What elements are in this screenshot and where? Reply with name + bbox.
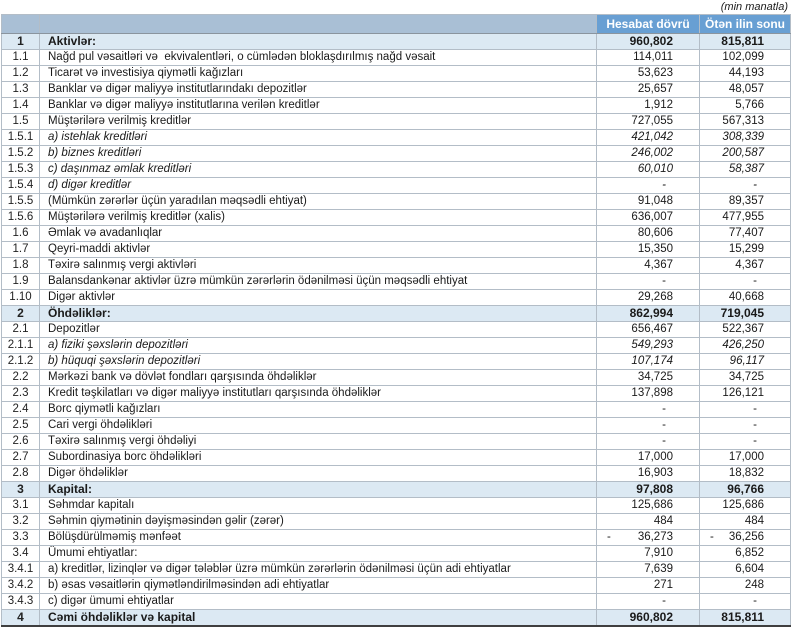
row-value-previous: 567,313 bbox=[700, 114, 791, 130]
row-number: 1.7 bbox=[2, 242, 40, 258]
row-number: 2.5 bbox=[2, 418, 40, 434]
row-value-current: 125,686 bbox=[597, 498, 700, 514]
row-value-current: 97,808 bbox=[597, 482, 700, 498]
row-number: 2.1.1 bbox=[2, 338, 40, 354]
table-row bbox=[2, 514, 791, 530]
row-label: b) biznes kreditləri bbox=[40, 146, 597, 162]
row-value-current: 4,367 bbox=[597, 258, 700, 274]
row-label: Cəmi öhdəliklər və kapital bbox=[40, 610, 597, 627]
row-value-current: - bbox=[597, 434, 700, 450]
row-value-current: - bbox=[597, 594, 700, 610]
row-number: 1.1 bbox=[2, 50, 40, 66]
table-row bbox=[2, 402, 791, 418]
row-value-previous: 89,357 bbox=[700, 194, 791, 210]
table-row bbox=[2, 578, 791, 594]
row-number: 1.5.6 bbox=[2, 210, 40, 226]
row-label: Nağd pul vəsaitləri və ekvivalentləri, o cümlədən bloklaşdırılmış nağd vəsait bbox=[40, 50, 597, 66]
row-value-current: 16,903 bbox=[597, 466, 700, 482]
table-row bbox=[2, 562, 791, 578]
row-number: 2.1 bbox=[2, 322, 40, 338]
row-number: 3.4 bbox=[2, 546, 40, 562]
row-number: 1.5 bbox=[2, 114, 40, 130]
row-value-current: - 36,273 bbox=[597, 530, 700, 546]
row-number: 2.8 bbox=[2, 466, 40, 482]
row-value-current: 7,639 bbox=[597, 562, 700, 578]
row-value-current: 107,174 bbox=[597, 354, 700, 370]
row-value-current: 421,042 bbox=[597, 130, 700, 146]
table-row bbox=[2, 82, 791, 98]
table-row bbox=[2, 450, 791, 466]
row-value-previous: 48,057 bbox=[700, 82, 791, 98]
header-current-period: Hesabat dövrü bbox=[597, 15, 700, 34]
row-value-current: 727,055 bbox=[597, 114, 700, 130]
table-row bbox=[2, 98, 791, 114]
row-value-current: 960,802 bbox=[597, 34, 700, 50]
row-number: 3.4.3 bbox=[2, 594, 40, 610]
table-row bbox=[2, 210, 791, 226]
row-value-previous: 125,686 bbox=[700, 498, 791, 514]
row-label: Təxirə salınmış vergi öhdəliyi bbox=[40, 434, 597, 450]
row-label: Müştərilərə verilmiş kreditlər (xalis) bbox=[40, 210, 597, 226]
row-number: 1.5.5 bbox=[2, 194, 40, 210]
row-value-current: 1,912 bbox=[597, 98, 700, 114]
row-label: Subordinasiya borc öhdəlikləri bbox=[40, 450, 597, 466]
row-number: 1.6 bbox=[2, 226, 40, 242]
row-label: c) digər ümumi ehtiyatlar bbox=[40, 594, 597, 610]
table-row bbox=[2, 466, 791, 482]
row-value-current: - bbox=[597, 402, 700, 418]
table-row bbox=[2, 530, 791, 546]
row-value-current: 114,011 bbox=[597, 50, 700, 66]
row-value-current: 656,467 bbox=[597, 322, 700, 338]
row-number: 1.9 bbox=[2, 274, 40, 290]
table-row bbox=[2, 418, 791, 434]
row-value-previous: 477,955 bbox=[700, 210, 791, 226]
row-value-previous: - bbox=[700, 434, 791, 450]
row-label: Banklar və digər maliyyə institutlarındakı depozitlər bbox=[40, 82, 597, 98]
row-label: a) fiziki şəxslərin depozitləri bbox=[40, 338, 597, 354]
row-label: c) daşınmaz əmlak kreditləri bbox=[40, 162, 597, 178]
row-label: Digər öhdəliklər bbox=[40, 466, 597, 482]
row-value-current: 29,268 bbox=[597, 290, 700, 306]
row-value-current: 25,657 bbox=[597, 82, 700, 98]
row-label: Mərkəzi bank və dövlət fondları qarşısında öhdəliklər bbox=[40, 370, 597, 386]
table-row bbox=[2, 354, 791, 370]
row-value-previous: 6,852 bbox=[700, 546, 791, 562]
table-row bbox=[2, 34, 791, 50]
row-value-previous: - bbox=[700, 274, 791, 290]
row-number: 1.4 bbox=[2, 98, 40, 114]
row-label: a) istehlak kreditləri bbox=[40, 130, 597, 146]
row-value-previous: 96,117 bbox=[700, 354, 791, 370]
row-number: 1.5.2 bbox=[2, 146, 40, 162]
table-row bbox=[2, 226, 791, 242]
row-label: b) hüquqi şəxslərin depozitləri bbox=[40, 354, 597, 370]
table-row bbox=[2, 306, 791, 322]
table-row bbox=[2, 242, 791, 258]
table-row bbox=[2, 194, 791, 210]
row-label: d) digər kreditlər bbox=[40, 178, 597, 194]
row-value-current: 60,010 bbox=[597, 162, 700, 178]
row-label: b) əsas vəsaitlərin qiymətləndirilməsindən adi ehtiyatlar bbox=[40, 578, 597, 594]
row-number: 1.5.1 bbox=[2, 130, 40, 146]
row-value-previous: 815,811 bbox=[700, 34, 791, 50]
table-row bbox=[2, 482, 791, 498]
row-label: Əmlak və avadanlıqlar bbox=[40, 226, 597, 242]
table-row bbox=[2, 130, 791, 146]
table-body bbox=[2, 34, 791, 627]
header-previous-period: Ötən ilin sonu bbox=[700, 15, 791, 34]
row-value-previous: - bbox=[700, 594, 791, 610]
row-number: 3.4.1 bbox=[2, 562, 40, 578]
row-label: Depozitlər bbox=[40, 322, 597, 338]
table-row bbox=[2, 594, 791, 610]
row-value-previous: 719,045 bbox=[700, 306, 791, 322]
table-row bbox=[2, 498, 791, 514]
row-value-previous: 4,367 bbox=[700, 258, 791, 274]
row-number: 3.1 bbox=[2, 498, 40, 514]
table-row bbox=[2, 386, 791, 402]
row-value-current: 7,910 bbox=[597, 546, 700, 562]
row-value-current: 484 bbox=[597, 514, 700, 530]
row-value-previous: 200,587 bbox=[700, 146, 791, 162]
table-header-row bbox=[2, 15, 791, 34]
row-number: 3.4.2 bbox=[2, 578, 40, 594]
table-row bbox=[2, 178, 791, 194]
row-number: 1.2 bbox=[2, 66, 40, 82]
row-number: 2.3 bbox=[2, 386, 40, 402]
row-number: 2 bbox=[2, 306, 40, 322]
table-row bbox=[2, 162, 791, 178]
row-number: 4 bbox=[2, 610, 40, 627]
row-label: Kapital: bbox=[40, 482, 597, 498]
row-number: 1.8 bbox=[2, 258, 40, 274]
row-label: Aktivlər: bbox=[40, 34, 597, 50]
row-value-previous: - 36,256 bbox=[700, 530, 791, 546]
table-row bbox=[2, 274, 791, 290]
row-value-current: 271 bbox=[597, 578, 700, 594]
row-number: 2.7 bbox=[2, 450, 40, 466]
row-value-previous: 44,193 bbox=[700, 66, 791, 82]
row-label: Banklar və digər maliyyə institutlarına verilən kreditlər bbox=[40, 98, 597, 114]
row-value-current: - bbox=[597, 274, 700, 290]
row-value-previous: - bbox=[700, 402, 791, 418]
row-label: Qeyri-maddi aktivlər bbox=[40, 242, 597, 258]
row-value-previous: 6,604 bbox=[700, 562, 791, 578]
row-value-previous: 815,811 bbox=[700, 610, 791, 627]
balance-sheet-table bbox=[1, 14, 791, 627]
table-row bbox=[2, 546, 791, 562]
row-value-previous: 522,367 bbox=[700, 322, 791, 338]
row-value-previous: 18,832 bbox=[700, 466, 791, 482]
row-value-previous: - bbox=[700, 418, 791, 434]
row-value-previous: 96,766 bbox=[700, 482, 791, 498]
table-row bbox=[2, 370, 791, 386]
row-label: Öhdəliklər: bbox=[40, 306, 597, 322]
row-value-current: 549,293 bbox=[597, 338, 700, 354]
row-label: Səhmin qiymətinin dəyişməsindən gəlir (zərər) bbox=[40, 514, 597, 530]
row-value-current: 34,725 bbox=[597, 370, 700, 386]
row-value-previous: 5,766 bbox=[700, 98, 791, 114]
row-label: Digər aktivlər bbox=[40, 290, 597, 306]
row-number: 1.5.4 bbox=[2, 178, 40, 194]
row-value-previous: 102,099 bbox=[700, 50, 791, 66]
row-value-current: 636,007 bbox=[597, 210, 700, 226]
row-label: Balansdankənar aktivlər üzrə mümkün zərərlərin ödənilməsi üçün məqsədli ehtiyat bbox=[40, 274, 597, 290]
table-row bbox=[2, 610, 791, 627]
header-number-column bbox=[2, 15, 40, 34]
row-value-current: - bbox=[597, 178, 700, 194]
row-value-current: 246,002 bbox=[597, 146, 700, 162]
row-label: Ümumi ehtiyatlar: bbox=[40, 546, 597, 562]
row-number: 2.4 bbox=[2, 402, 40, 418]
row-label: Ticarət və investisiya qiymətli kağızları bbox=[40, 66, 597, 82]
row-value-current: 137,898 bbox=[597, 386, 700, 402]
header-label-column bbox=[40, 15, 597, 34]
row-label: (Mümkün zərərlər üçün yaradılan məqsədli ehtiyat) bbox=[40, 194, 597, 210]
row-value-previous: - bbox=[700, 178, 791, 194]
table-row bbox=[2, 290, 791, 306]
table-row bbox=[2, 434, 791, 450]
row-number: 3 bbox=[2, 482, 40, 498]
row-number: 2.1.2 bbox=[2, 354, 40, 370]
row-label: Təxirə salınmış vergi aktivləri bbox=[40, 258, 597, 274]
row-number: 1.5.3 bbox=[2, 162, 40, 178]
row-number: 1.10 bbox=[2, 290, 40, 306]
row-value-previous: 77,407 bbox=[700, 226, 791, 242]
table-row bbox=[2, 114, 791, 130]
row-number: 3.3 bbox=[2, 530, 40, 546]
row-value-current: 91,048 bbox=[597, 194, 700, 210]
row-value-current: 17,000 bbox=[597, 450, 700, 466]
table-row bbox=[2, 258, 791, 274]
row-number: 1 bbox=[2, 34, 40, 50]
table-row bbox=[2, 338, 791, 354]
row-value-previous: 40,668 bbox=[700, 290, 791, 306]
row-value-previous: 248 bbox=[700, 578, 791, 594]
row-number: 3.2 bbox=[2, 514, 40, 530]
row-label: Cari vergi öhdəlikləri bbox=[40, 418, 597, 434]
row-label: Kredit təşkilatları və digər maliyyə institutları qarşısında öhdəliklər bbox=[40, 386, 597, 402]
row-value-current: - bbox=[597, 418, 700, 434]
row-value-current: 53,623 bbox=[597, 66, 700, 82]
row-number: 2.6 bbox=[2, 434, 40, 450]
table-row bbox=[2, 50, 791, 66]
row-label: Müştərilərə verilmiş kreditlər bbox=[40, 114, 597, 130]
table-row bbox=[2, 66, 791, 82]
row-value-current: 960,802 bbox=[597, 610, 700, 627]
row-label: Borc qiymətli kağızları bbox=[40, 402, 597, 418]
row-value-previous: 426,250 bbox=[700, 338, 791, 354]
row-value-previous: 126,121 bbox=[700, 386, 791, 402]
table-row bbox=[2, 146, 791, 162]
row-value-previous: 308,339 bbox=[700, 130, 791, 146]
row-number: 1.3 bbox=[2, 82, 40, 98]
row-label: Səhmdar kapitalı bbox=[40, 498, 597, 514]
row-label: a) kreditlər, lizinqlər və digər tələblər üzrə mümkün zərərlərin ödənilməsi üçün adi ehtiyatlar bbox=[40, 562, 597, 578]
table-row bbox=[2, 322, 791, 338]
row-value-current: 15,350 bbox=[597, 242, 700, 258]
row-value-current: 862,994 bbox=[597, 306, 700, 322]
row-number: 2.2 bbox=[2, 370, 40, 386]
row-label: Bölüşdürülməmiş mənfəət bbox=[40, 530, 597, 546]
row-value-current: 80,606 bbox=[597, 226, 700, 242]
row-value-previous: 15,299 bbox=[700, 242, 791, 258]
row-value-previous: 484 bbox=[700, 514, 791, 530]
row-value-previous: 17,000 bbox=[700, 450, 791, 466]
units-note: (min manatla) bbox=[720, 1, 788, 13]
row-value-previous: 58,387 bbox=[700, 162, 791, 178]
row-value-previous: 34,725 bbox=[700, 370, 791, 386]
